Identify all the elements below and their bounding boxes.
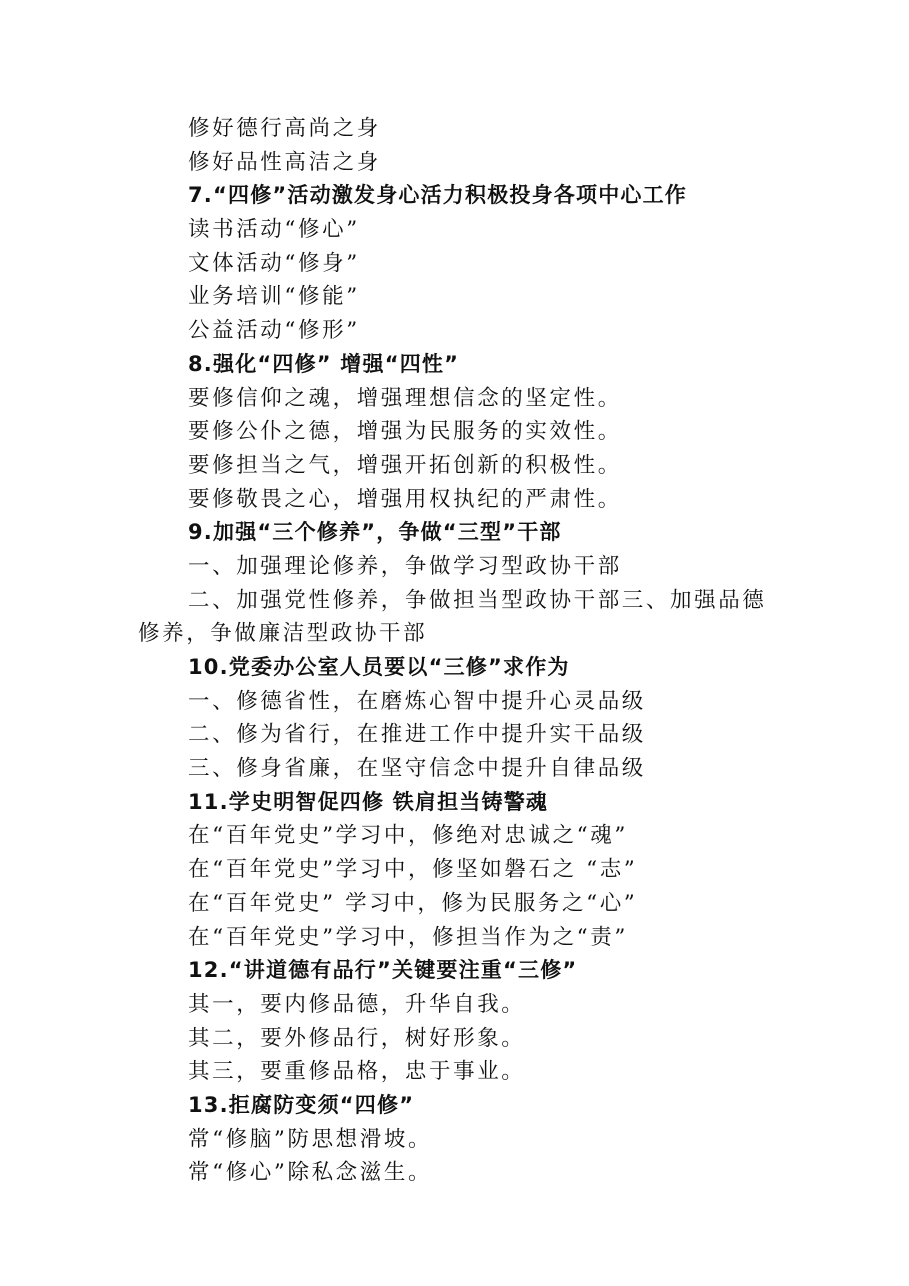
section-heading-8: 8.强化“四修” 增强“四性”: [188, 351, 460, 376]
section-heading-9: 9.加强“三个修养”，争做“三型”干部: [188, 520, 562, 545]
document-page: [0, 112, 909, 1190]
body-line: 在“百年党史” 学习中，修为民服务之“心”: [188, 890, 638, 916]
body-line: 要修敬畏之心，增强用权执纪的严肃性。: [188, 486, 622, 512]
section-heading-7: 7.“四修”活动激发身心活力积极投身各项中心工作: [188, 183, 687, 208]
body-line: 修好品性高洁之身: [188, 149, 381, 175]
body-line: 一、加强理论修养，争做学习型政协干部: [188, 553, 622, 579]
body-line: 三、修身省廉，在坚守信念中提升自律品级: [188, 756, 646, 782]
section-heading-12: 12.“讲道德有品行”关键要注重“三修”: [188, 958, 578, 983]
body-line: 常“修心”除私念滋生。: [188, 1160, 433, 1186]
body-line: 公益活动“修形”: [188, 318, 360, 344]
body-line: 文体活动“修身”: [188, 250, 360, 276]
body-line: 其三，要重修品格，忠于事业。: [188, 1059, 526, 1085]
section-heading-13: 13.拒腐防变须“四修”: [188, 1092, 415, 1117]
body-line: 要修公仆之德，增强为民服务的实效性。: [188, 419, 622, 445]
body-line: 在“百年党史”学习中，修绝对忠诚之“魂”: [188, 823, 628, 849]
body-line: 在“百年党史”学习中，修担当作为之“责”: [188, 924, 628, 950]
body-line: 一、修德省性，在磨炼心智中提升心灵品级: [188, 688, 646, 714]
body-line: 常“修脑”防思想滑坡。: [188, 1126, 433, 1152]
body-line: 其一，要内修品德，升华自我。: [188, 991, 526, 1017]
body-line: 要修担当之气，增强开拓创新的积极性。: [188, 452, 622, 478]
section-heading-11: 11.学史明智促四修 铁肩担当铸警魂: [188, 789, 549, 814]
body-line: 在“百年党史”学习中，修坚如磐石之 “志”: [188, 857, 638, 883]
body-line: 读书活动“修心”: [188, 217, 360, 243]
body-paragraph-wrapped: 二、加强党性修养，争做担当型政协干部三、加强品德修养，争做廉洁型政协干部: [138, 587, 767, 647]
body-line: 其二，要外修品行，树好形象。: [188, 1025, 526, 1051]
body-line: 要修信仰之魂，增强理想信念的坚定性。: [188, 385, 622, 411]
body-line: 二、修为省行，在推进工作中提升实干品级: [188, 722, 646, 748]
body-line: 修好德行高尚之身: [188, 116, 381, 141]
section-heading-10: 10.党委办公室人员要以“三修”求作为: [188, 655, 570, 680]
body-line: 业务培训“修能”: [188, 284, 360, 310]
